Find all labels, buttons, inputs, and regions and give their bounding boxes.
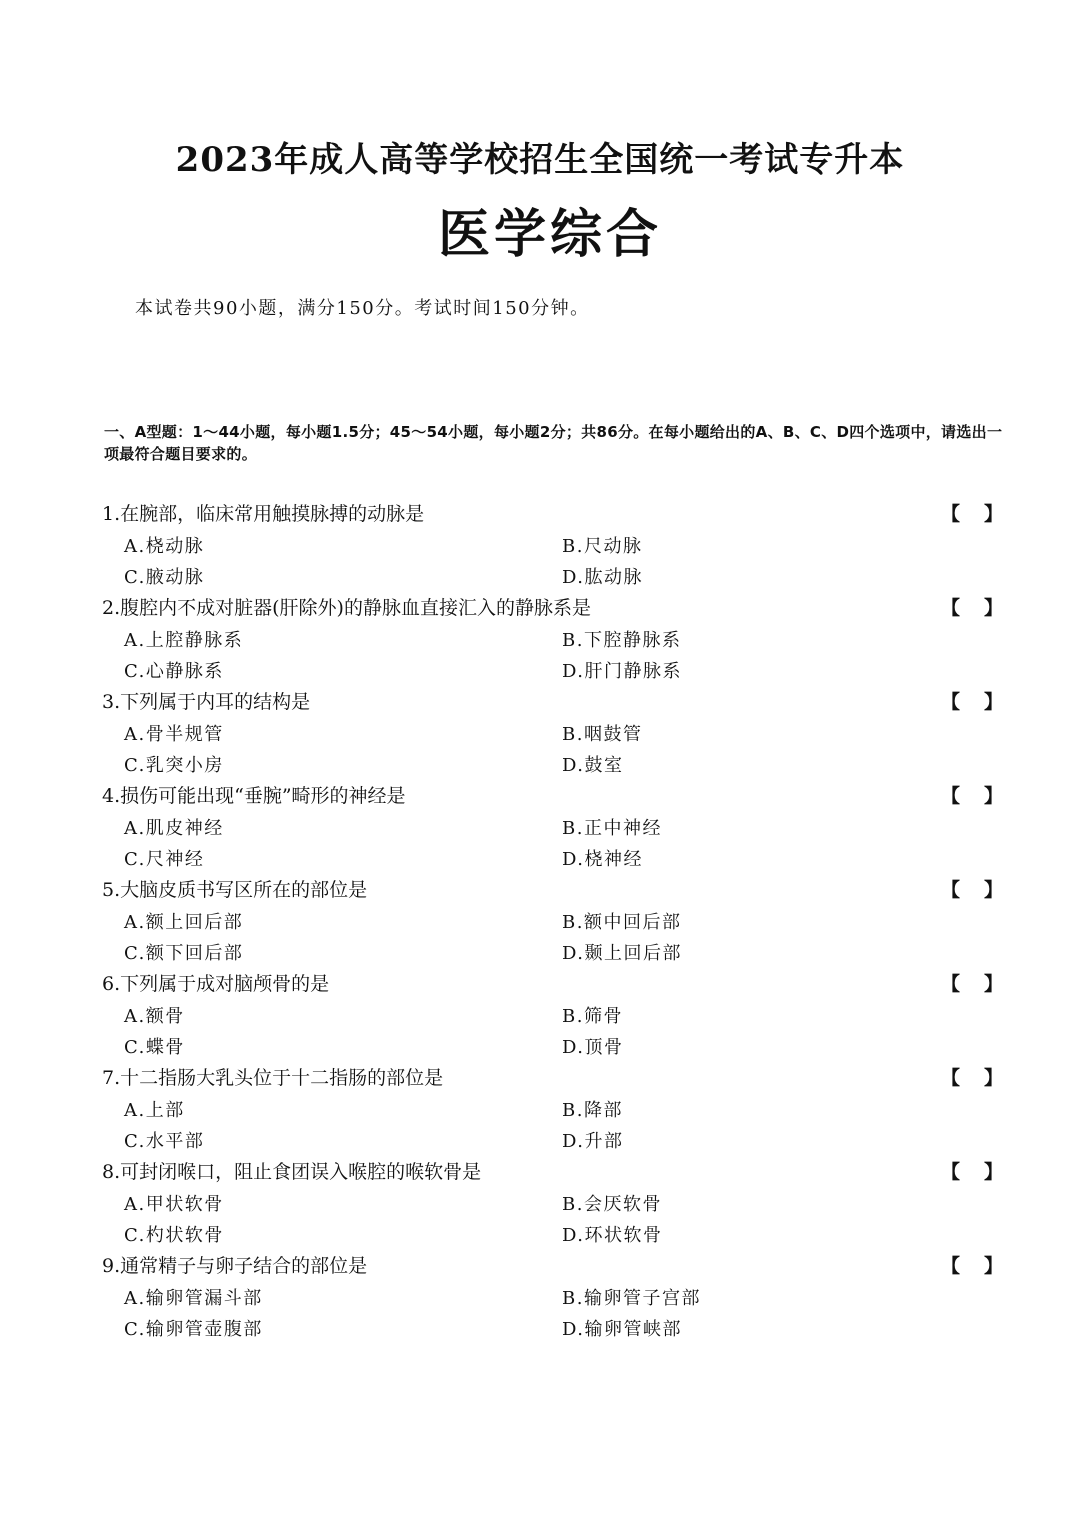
option-b: B.咽鼓管	[562, 723, 643, 745]
bracket-open: 【	[941, 1067, 961, 1089]
option-a: A.额上回后部	[124, 911, 244, 933]
option-a: A.输卵管漏斗部	[124, 1287, 263, 1309]
option-b: B.会厌软骨	[562, 1193, 662, 1215]
option-a: A.桡动脉	[124, 535, 205, 557]
question-9	[102, 1251, 1007, 1345]
question-stem: 3.下列属于内耳的结构是	[102, 691, 311, 713]
question-stem: 8.可封闭喉口，阻止食团误入喉腔的喉软骨是	[102, 1161, 482, 1183]
question-2	[102, 593, 1007, 687]
bracket-close: 】	[983, 1161, 1003, 1183]
bracket-open: 【	[941, 1161, 961, 1183]
option-b: B.筛骨	[562, 1005, 623, 1027]
bracket-close: 】	[983, 1067, 1003, 1089]
answer-bracket[interactable]	[941, 1063, 1003, 1095]
answer-bracket[interactable]	[941, 969, 1003, 1001]
bracket-close: 】	[983, 879, 1003, 901]
answer-bracket[interactable]	[941, 875, 1003, 907]
option-a: A.上部	[124, 1099, 185, 1121]
option-c: C.额下回后部	[124, 943, 244, 964]
question-7	[102, 1063, 1007, 1157]
option-c: C.水平部	[124, 1131, 205, 1152]
question-stem: 1.在腕部，临床常用触摸脉搏的动脉是	[102, 503, 425, 525]
bracket-close: 】	[983, 973, 1003, 995]
option-d: D.桡神经	[562, 849, 644, 870]
answer-bracket[interactable]	[941, 499, 1003, 531]
exam-title: 2023年成人高等学校招生全国统一考试专升本	[175, 140, 905, 180]
option-d: D.颞上回后部	[562, 943, 683, 964]
bracket-open: 【	[941, 879, 961, 901]
option-d: D.环状软骨	[562, 1225, 663, 1246]
answer-bracket[interactable]	[941, 1251, 1003, 1283]
question-list	[102, 499, 1007, 1345]
answer-bracket[interactable]	[941, 593, 1003, 625]
option-b: B.额中回后部	[562, 911, 682, 933]
option-a: A.甲状软骨	[124, 1193, 224, 1215]
question-stem: 4.损伤可能出现“垂腕”畸形的神经是	[102, 785, 406, 807]
answer-bracket[interactable]	[941, 687, 1003, 719]
option-c: C.尺神经	[124, 849, 205, 870]
option-d: D.顶骨	[562, 1037, 624, 1058]
question-stem: 2.腹腔内不成对脏器(肝除外)的静脉血直接汇入的静脉系是	[102, 597, 591, 619]
option-b: B.尺动脉	[562, 535, 643, 557]
option-d: D.鼓室	[562, 755, 624, 776]
option-a: A.骨半规管	[124, 723, 224, 745]
option-b: B.降部	[562, 1099, 623, 1121]
option-d: D.肝门静脉系	[562, 661, 683, 682]
answer-bracket[interactable]	[941, 1157, 1003, 1189]
bracket-open: 【	[941, 597, 961, 619]
option-b: B.正中神经	[562, 817, 662, 839]
option-d: D.肱动脉	[562, 567, 644, 588]
question-stem: 7.十二指肠大乳头位于十二指肠的部位是	[102, 1067, 444, 1089]
option-b: B.下腔静脉系	[562, 629, 682, 651]
question-6	[102, 969, 1007, 1063]
answer-bracket[interactable]	[941, 781, 1003, 813]
question-stem: 9.通常精子与卵子结合的部位是	[102, 1255, 368, 1277]
question-stem: 5.大脑皮质书写区所在的部位是	[102, 879, 368, 901]
option-c: C.乳突小房	[124, 755, 224, 776]
exam-subject-title: 医学综合	[437, 205, 662, 265]
question-8	[102, 1157, 1007, 1251]
option-d: D.升部	[562, 1131, 624, 1152]
bracket-close: 】	[983, 597, 1003, 619]
exam-info: 本试卷共90小题，满分150分。考试时间150分钟。	[135, 298, 590, 319]
bracket-close: 】	[983, 1255, 1003, 1277]
option-c: C.心静脉系	[124, 661, 224, 682]
option-a: A.上腔静脉系	[124, 629, 244, 651]
section-heading: 一、A型题：1～44小题，每小题1.5分；45～54小题，每小题2分；共86分。在每小题给出的A、B、C、D四个选项中，请选出一项最符合题目要求的。	[104, 423, 1003, 463]
bracket-close: 】	[983, 503, 1003, 525]
question-5	[102, 875, 1007, 969]
option-c: C.输卵管壶腹部	[124, 1319, 263, 1340]
question-4	[102, 781, 1007, 875]
option-c: C.杓状软骨	[124, 1225, 224, 1246]
bracket-close: 】	[983, 785, 1003, 807]
option-c: C.蝶骨	[124, 1037, 185, 1058]
option-c: C.腋动脉	[124, 567, 205, 588]
option-a: A.肌皮神经	[124, 817, 224, 839]
bracket-open: 【	[941, 785, 961, 807]
option-a: A.额骨	[124, 1005, 185, 1027]
question-stem: 6.下列属于成对脑颅骨的是	[102, 973, 330, 995]
bracket-open: 【	[941, 973, 961, 995]
bracket-open: 【	[941, 503, 961, 525]
option-d: D.输卵管峡部	[562, 1319, 683, 1340]
question-1	[102, 499, 1007, 593]
question-3	[102, 687, 1007, 781]
bracket-open: 【	[941, 691, 961, 713]
option-b: B.输卵管子宫部	[562, 1287, 701, 1309]
bracket-close: 】	[983, 691, 1003, 713]
bracket-open: 【	[941, 1255, 961, 1277]
